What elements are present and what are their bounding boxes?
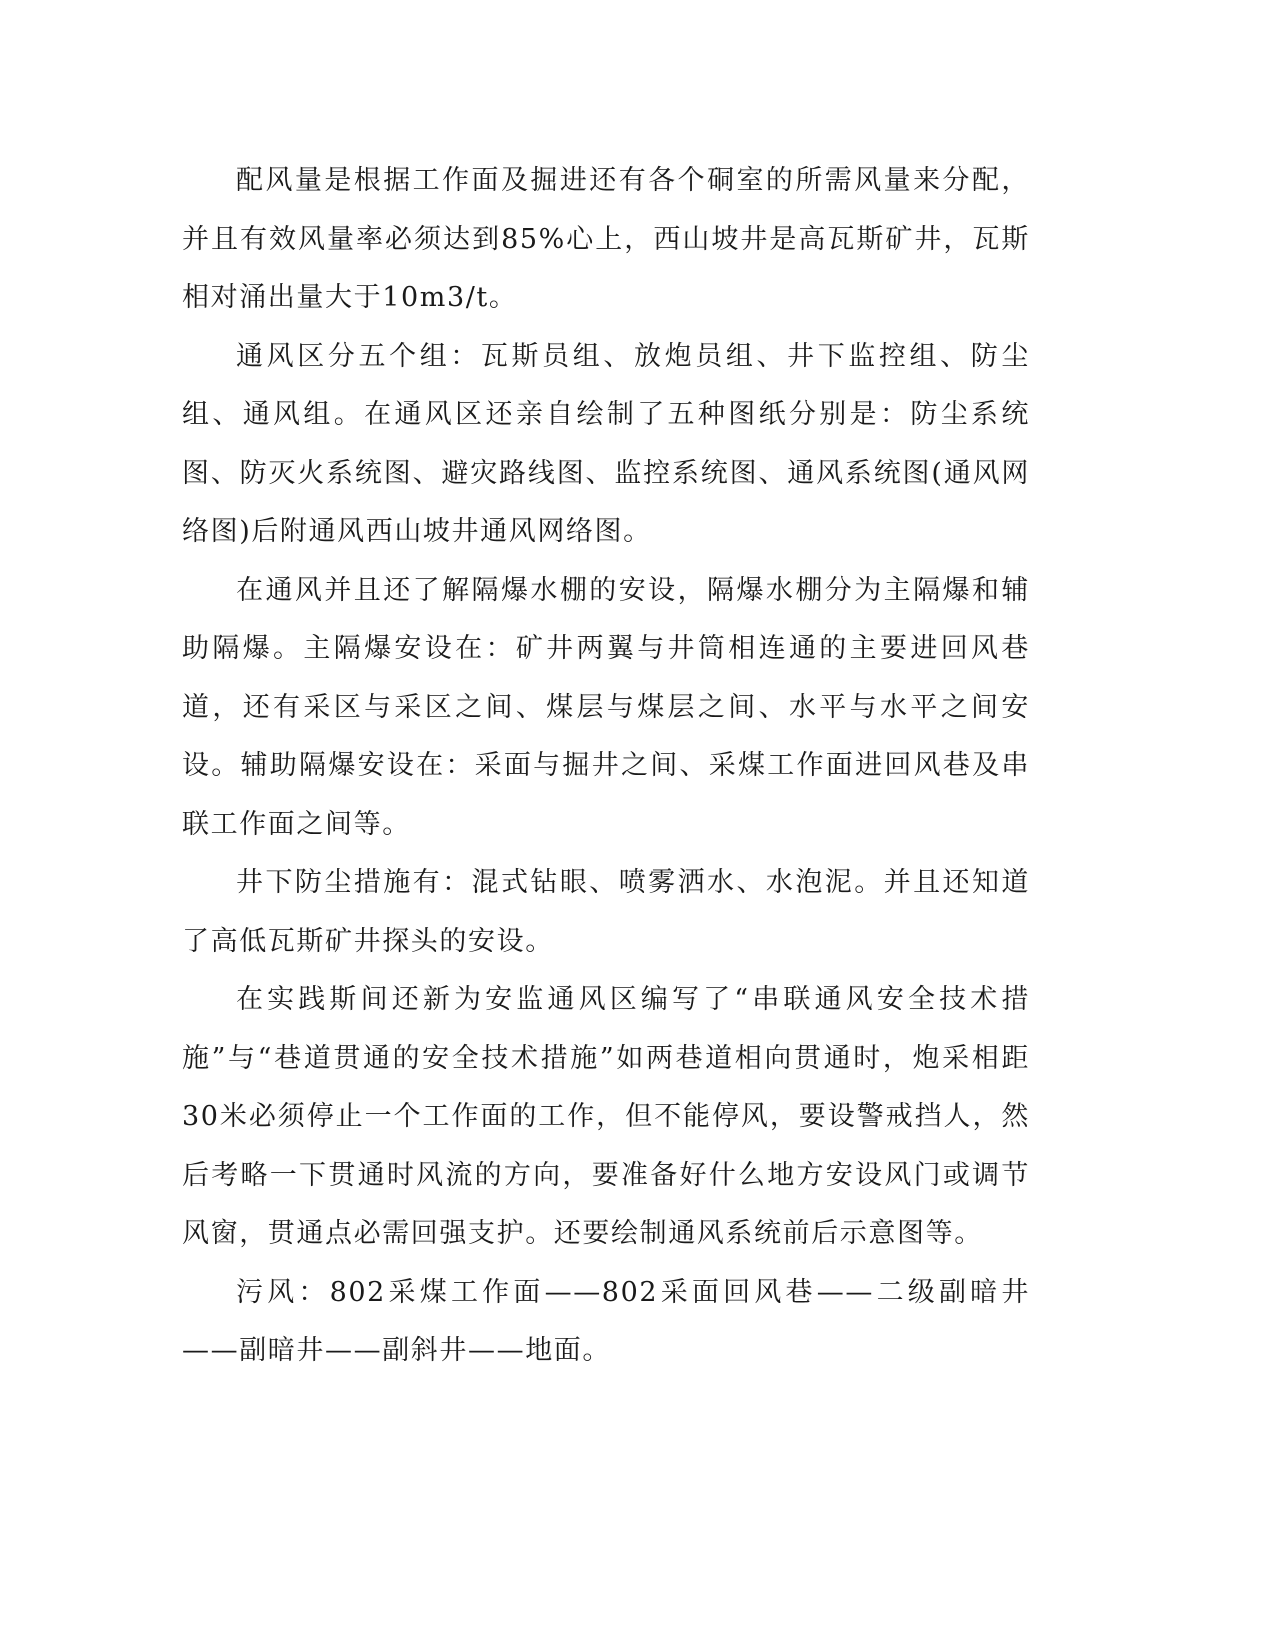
paragraph-dust-prevention: 井下防尘措施有：混式钻眼、喷雾洒水、水泡泥。并且还知道了高低瓦斯矿井探头的安设。 xyxy=(182,867,1030,957)
paragraph-ventilation-groups: 通风区分五个组：瓦斯员组、放炮员组、井下监控组、防尘组、通风组。在通风区还亲自绘制了五种图纸分别是：防尘系统图、防灭火系统图、避灾路线图、监控系统图、通风系统图(通风网络图)后附通风西山坡井通风网络图。 xyxy=(182,340,1030,547)
paragraph-safety-measures: 在实践斯间还新为安监通风区编写了“串联通风安全技术措施”与“巷道贯通的安全技术措施”如两巷道相向贯通时，炮采相距30米必须停止一个工作面的工作，但不能停风，要设警戒挡人，然后考略一下贯通时风流的方向，要准备好什么地方安设风门或调节风窗，贯通点必需回强支护。还要绘制通风系统前后示意图等。 xyxy=(182,984,1030,1249)
paragraph-explosion-barriers: 在通风并且还了解隔爆水棚的安设，隔爆水棚分为主隔爆和辅助隔爆。主隔爆安设在：矿井两翼与井筒相连通的主要进回风巷道，还有采区与采区之间、煤层与煤层之间、水平与水平之间安设。辅助隔爆安设在：采面与掘井之间、采煤工作面进回风巷及串联工作面之间等。 xyxy=(182,574,1030,840)
document-body xyxy=(182,152,1030,1381)
paragraph-air-distribution: 配风量是根据工作面及掘进还有各个硐室的所需风量来分配，并且有效风量率必须达到85%心上，西山坡井是高瓦斯矿井，瓦斯相对涌出量大于10m3/t。 xyxy=(182,165,1030,313)
paragraph-return-air-route: 污风：802采煤工作面——802采面回风巷——二级副暗井——副暗井——副斜井——地面。 xyxy=(182,1276,1030,1366)
